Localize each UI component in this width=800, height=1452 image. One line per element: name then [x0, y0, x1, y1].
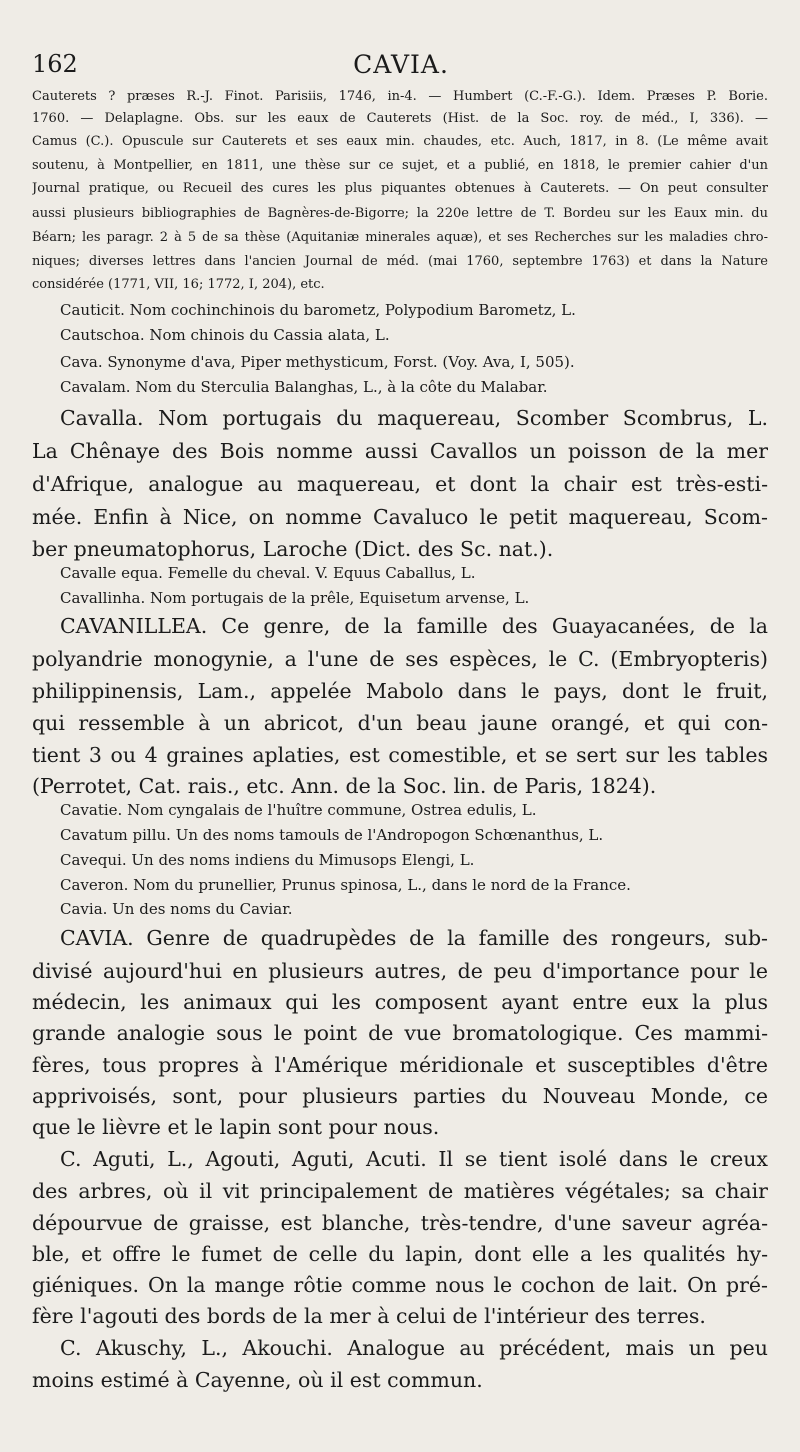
text-line: Cavatum pillu. Un des noms tamouls de l'Andropogon Schœnanthus, L.	[60, 826, 604, 844]
text-line: CAVIA. Genre de quadrupèdes de la famille des rongeurs, sub-	[60, 926, 768, 950]
text-line: tient 3 ou 4 graines aplaties, est comestible, et se sert sur les tables	[32, 743, 768, 767]
text-line: moins estimé à Cayenne, où il est commun.	[32, 1368, 483, 1392]
text-line: philippinensis, Lam., appelée Mabolo dans le pays, dont le fruit,	[32, 679, 768, 703]
text-line: médecin, les animaux qui les composent ayant entre eux la plus	[32, 990, 768, 1014]
text-line: Cavequi. Un des noms indiens du Mimusops Elengi, L.	[60, 851, 475, 869]
text-line: Cava. Synonyme d'ava, Piper methysticum, Forst. (Voy. Ava, I, 505).	[60, 353, 575, 371]
page-number: 162	[32, 50, 78, 78]
text-line: Caveron. Nom du prunellier, Prunus spinosa, L., dans le nord de la France.	[60, 876, 631, 894]
text-line: soutenu, à Montpellier, en 1811, une thèse sur ce sujet, et a publié, en 1818, le premier cahier d'un	[32, 158, 768, 173]
text-line: niques; diverses lettres dans l'ancien Journal de méd. (mai 1760, septembre 1763) et dans la Nature	[32, 254, 768, 269]
text-line: C. Aguti, L., Agouti, Aguti, Acuti. Il se tient isolé dans le creux	[60, 1147, 768, 1171]
text-line: Cavalam. Nom du Sterculia Balanghas, L., à la côte du Malabar.	[60, 378, 548, 396]
text-line: Cavatie. Nom cyngalais de l'huître commune, Ostrea edulis, L.	[60, 801, 537, 819]
text-line: Cautschoa. Nom chinois du Cassia alata, L.	[60, 326, 390, 344]
text-line: grande analogie sous le point de vue bromatologique. Ces mammi-	[32, 1021, 768, 1045]
text-line: CAVANILLEA. Ce genre, de la famille des Guayacanées, de la	[60, 614, 768, 638]
text-line: que le lièvre et le lapin sont pour nous.	[32, 1115, 440, 1139]
text-line: giéniques. On la mange rôtie comme nous le cochon de lait. On pré-	[32, 1273, 768, 1297]
text-line: qui ressemble à un abricot, d'un beau jaune orangé, et qui con-	[32, 711, 768, 735]
page-header	[32, 50, 770, 86]
text-line: La Chênaye des Bois nomme aussi Cavallos un poisson de la mer	[32, 439, 768, 463]
text-line: Cavalle equa. Femelle du cheval. V. Equus Caballus, L.	[60, 564, 476, 582]
text-line: 1760. — Delaplagne. Obs. sur les eaux de Cauterets (Hist. de la Soc. roy. de méd., I, 336). —	[32, 111, 768, 126]
text-line: polyandrie monogynie, a l'une de ses espèces, le C. (Embryopteris)	[32, 647, 768, 671]
text-line: Cauterets ? præses R.-J. Finot. Parisiis, 1746, in-4. — Humbert (C.-F.-G.). Idem. Præses P. Borie.	[32, 89, 768, 104]
text-line: d'Afrique, analogue au maquereau, et dont la chair est très-esti-	[32, 472, 768, 496]
text-line: C. Akuschy, L., Akouchi. Analogue au précédent, mais un peu	[60, 1336, 768, 1360]
text-line: Cavallinha. Nom portugais de la prêle, Equisetum arvense, L.	[60, 589, 530, 607]
text-line: fère l'agouti des bords de la mer à celui de l'intérieur des terres.	[32, 1304, 706, 1328]
text-line: aussi plusieurs bibliographies de Bagnères-de-Bigorre; la 220e lettre de T. Bordeu sur les Eaux min. du	[32, 206, 768, 221]
text-line: ble, et offre le fumet de celle du lapin, dont elle a les qualités hy-	[32, 1242, 768, 1266]
text-line: considérée (1771, VII, 16; 1772, I, 204), etc.	[32, 277, 325, 292]
text-line: ber pneumatophorus, Laroche (Dict. des Sc. nat.).	[32, 537, 554, 561]
text-line: mée. Enfin à Nice, on nomme Cavaluco le petit maquereau, Scom-	[32, 505, 768, 529]
text-line: apprivoisés, sont, pour plusieurs parties du Nouveau Monde, ce	[32, 1084, 768, 1108]
text-line: Béarn; les paragr. 2 à 5 de sa thèse (Aquitaniæ minerales aquæ), et ses Recherches sur les maladies chro-	[32, 230, 768, 245]
text-line: Cavalla. Nom portugais du maquereau, Scomber Scombrus, L.	[60, 406, 768, 430]
text-line: (Perrotet, Cat. rais., etc. Ann. de la Soc. lin. de Paris, 1824).	[32, 774, 657, 798]
text-line: Journal pratique, ou Recueil des cures les plus piquantes obtenues à Cauterets. — On peut consulter	[32, 181, 768, 196]
running-head: CAVIA.	[353, 50, 449, 79]
text-line: Camus (C.). Opuscule sur Cauterets et ses eaux min. chaudes, etc. Auch, 1817, in 8. (Le même avait	[32, 134, 768, 149]
text-line: fères, tous propres à l'Amérique méridionale et susceptibles d'être	[32, 1053, 768, 1077]
text-line: des arbres, où il vit principalement de matières végétales; sa chair	[32, 1179, 768, 1203]
text-line: divisé aujourd'hui en plusieurs autres, de peu d'importance pour le	[32, 959, 768, 983]
text-line: Cauticit. Nom cochinchinois du barometz, Polypodium Barometz, L.	[60, 301, 576, 319]
text-line: Cavia. Un des noms du Caviar.	[60, 900, 293, 918]
text-line: dépourvue de graisse, est blanche, très-tendre, d'une saveur agréa-	[32, 1211, 768, 1235]
